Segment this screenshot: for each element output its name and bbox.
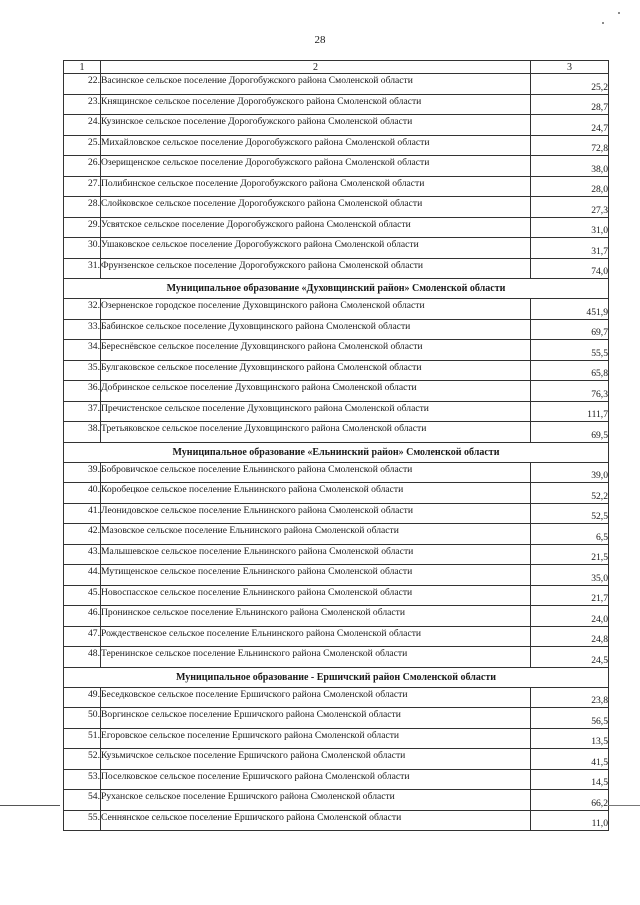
settlement-name: Озерненское городское поселение Духовщинского района Смоленской области [101, 299, 531, 320]
table-row [64, 749, 609, 770]
column-header-number: 1 [64, 61, 101, 74]
row-value: 24,7 [531, 115, 609, 136]
row-value: 52,5 [531, 503, 609, 524]
row-value: 66,2 [531, 790, 609, 811]
section-header-row [64, 442, 609, 462]
settlement-name: Фрунзенское сельское поселение Дорогобужского района Смоленской области [101, 258, 531, 279]
row-value: 21,5 [531, 544, 609, 565]
table-row [64, 319, 609, 340]
row-value: 39,0 [531, 462, 609, 483]
settlement-name: Малышевское сельское поселение Ельнинского района Смоленской области [101, 544, 531, 565]
row-number: 45. [64, 585, 101, 606]
row-value: 13,5 [531, 728, 609, 749]
settlement-name: Третьяковское сельское поселение Духовщинского района Смоленской области [101, 422, 531, 443]
row-number: 47. [64, 626, 101, 647]
settlement-name: Пронинское сельское поселение Ельнинского района Смоленской области [101, 606, 531, 627]
settlement-name: Михайловское сельское поселение Дорогобужского района Смоленской области [101, 135, 531, 156]
settlement-name: Слойковское сельское поселение Дорогобужского района Смоленской области [101, 197, 531, 218]
table-row [64, 769, 609, 790]
column-header-value: 3 [531, 61, 609, 74]
settlement-name: Мазовское сельское поселение Ельнинского района Смоленской области [101, 524, 531, 545]
row-number: 25. [64, 135, 101, 156]
row-number: 26. [64, 156, 101, 177]
table-row [64, 544, 609, 565]
table-row [64, 94, 609, 115]
table-row [64, 708, 609, 729]
table-row [64, 790, 609, 811]
column-header-name: 2 [101, 61, 531, 74]
row-value: 74,0 [531, 258, 609, 279]
table-row [64, 340, 609, 361]
settlement-name: Береснёвское сельское поселение Духовщинского района Смоленской области [101, 340, 531, 361]
row-value: 65,8 [531, 360, 609, 381]
table-row [64, 258, 609, 279]
row-number: 22. [64, 74, 101, 95]
table-row [64, 381, 609, 402]
table-row [64, 626, 609, 647]
row-number: 52. [64, 749, 101, 770]
row-number: 39. [64, 462, 101, 483]
settlement-name: Беседковское сельское поселение Ершичского района Смоленской области [101, 687, 531, 708]
settlement-name: Ушаковское сельское поселение Дорогобужского района Смоленской области [101, 238, 531, 259]
settlement-name: Поселковское сельское поселение Ершичского района Смоленской области [101, 769, 531, 790]
row-number: 49. [64, 687, 101, 708]
settlement-name: Княщинское сельское поселение Дорогобужского района Смоленской области [101, 94, 531, 115]
section-header-row [64, 667, 609, 687]
row-value: 25,2 [531, 74, 609, 95]
settlement-name: Мутищенское сельское поселение Ельнинского района Смоленской области [101, 565, 531, 586]
row-value: 52,2 [531, 483, 609, 504]
row-number: 43. [64, 544, 101, 565]
row-value: 27,3 [531, 197, 609, 218]
settlement-name: Кузьмичское сельское поселение Ершичского района Смоленской области [101, 749, 531, 770]
table-row [64, 360, 609, 381]
table-row [64, 503, 609, 524]
table-row [64, 585, 609, 606]
settlement-name: Полибинское сельское поселение Дорогобужского района Смоленской области [101, 176, 531, 197]
table-row [64, 115, 609, 136]
section-title: Муниципальное образование «Духовщинский район» Смоленской области [64, 279, 609, 299]
table-row [64, 483, 609, 504]
settlement-name: Пречистенское сельское поселение Духовщинского района Смоленской области [101, 401, 531, 422]
row-number: 24. [64, 115, 101, 136]
row-number: 54. [64, 790, 101, 811]
row-value: 24,8 [531, 626, 609, 647]
table-row [64, 74, 609, 95]
row-number: 53. [64, 769, 101, 790]
table-row [64, 647, 609, 668]
table-row [64, 565, 609, 586]
table-row [64, 217, 609, 238]
table-row [64, 299, 609, 320]
table-body [64, 61, 609, 831]
row-value: 11,0 [531, 810, 609, 831]
row-number: 41. [64, 503, 101, 524]
table-row [64, 401, 609, 422]
row-number: 32. [64, 299, 101, 320]
row-value: 69,5 [531, 422, 609, 443]
settlement-name: Бобровичское сельское поселение Ельнинского района Смоленской области [101, 462, 531, 483]
row-value: 41,5 [531, 749, 609, 770]
row-value: 23,8 [531, 687, 609, 708]
settlement-name: Рождественское сельское поселение Ельнинского района Смоленской области [101, 626, 531, 647]
row-number: 37. [64, 401, 101, 422]
settlement-name: Добринское сельское поселение Духовщинского района Смоленской области [101, 381, 531, 402]
row-value: 21,7 [531, 585, 609, 606]
settlement-name: Новоспасское сельское поселение Ельнинского района Смоленской области [101, 585, 531, 606]
row-number: 46. [64, 606, 101, 627]
row-value: 31,0 [531, 217, 609, 238]
row-value: 14,5 [531, 769, 609, 790]
allocation-table [63, 60, 609, 831]
row-number: 34. [64, 340, 101, 361]
table-row [64, 728, 609, 749]
row-number: 36. [64, 381, 101, 402]
row-value: 6,5 [531, 524, 609, 545]
table-row [64, 422, 609, 443]
row-value: 31,7 [531, 238, 609, 259]
scan-edge-line [608, 805, 640, 806]
settlement-name: Коробецкое сельское поселение Ельнинского района Смоленской области [101, 483, 531, 504]
table-row [64, 687, 609, 708]
settlement-name: Сеннянское сельское поселение Ершичского района Смоленской области [101, 810, 531, 831]
row-value: 24,5 [531, 647, 609, 668]
settlement-name: Озерищенское сельское поселение Дорогобужского района Смоленской области [101, 156, 531, 177]
row-number: 38. [64, 422, 101, 443]
row-number: 33. [64, 319, 101, 340]
scan-speck [618, 12, 620, 14]
row-number: 40. [64, 483, 101, 504]
settlement-name: Булгаковское сельское поселение Духовщинского района Смоленской области [101, 360, 531, 381]
table-row [64, 462, 609, 483]
row-value: 24,0 [531, 606, 609, 627]
row-value: 56,5 [531, 708, 609, 729]
row-value: 28,0 [531, 176, 609, 197]
row-number: 51. [64, 728, 101, 749]
table-header-row [64, 61, 609, 74]
row-number: 27. [64, 176, 101, 197]
section-header-row [64, 279, 609, 299]
row-value: 35,0 [531, 565, 609, 586]
row-number: 29. [64, 217, 101, 238]
row-value: 55,5 [531, 340, 609, 361]
row-value: 69,7 [531, 319, 609, 340]
settlement-name: Руханское сельское поселение Ершичского района Смоленской области [101, 790, 531, 811]
scan-edge-line [0, 805, 60, 806]
table-row [64, 176, 609, 197]
row-value: 111,7 [531, 401, 609, 422]
row-number: 44. [64, 565, 101, 586]
table-row [64, 606, 609, 627]
settlement-name: Леонидовское сельское поселение Ельнинского района Смоленской области [101, 503, 531, 524]
row-value: 76,3 [531, 381, 609, 402]
row-value: 451,9 [531, 299, 609, 320]
settlement-name: Егоровское сельское поселение Ершичского района Смоленской области [101, 728, 531, 749]
section-title: Муниципальное образование «Ельнинский район» Смоленской области [64, 442, 609, 462]
row-value: 28,7 [531, 94, 609, 115]
scan-speck [602, 22, 604, 24]
row-number: 48. [64, 647, 101, 668]
row-number: 31. [64, 258, 101, 279]
row-value: 72,8 [531, 135, 609, 156]
table-row [64, 524, 609, 545]
table-row [64, 197, 609, 218]
row-number: 42. [64, 524, 101, 545]
settlement-name: Усвятское сельское поселение Дорогобужского района Смоленской области [101, 217, 531, 238]
page-number: 28 [314, 34, 326, 46]
row-number: 35. [64, 360, 101, 381]
table-row [64, 156, 609, 177]
row-number: 30. [64, 238, 101, 259]
settlement-name: Теренинское сельское поселение Ельнинского района Смоленской области [101, 647, 531, 668]
row-number: 23. [64, 94, 101, 115]
table-row [64, 238, 609, 259]
settlement-name: Васинское сельское поселение Дорогобужского района Смоленской области [101, 74, 531, 95]
table-row [64, 135, 609, 156]
section-title: Муниципальное образование - Ершичский район Смоленской области [64, 667, 609, 687]
row-number: 28. [64, 197, 101, 218]
settlement-name: Бабинское сельское поселение Духовщинского района Смоленской области [101, 319, 531, 340]
settlement-name: Кузинское сельское поселение Дорогобужского района Смоленской области [101, 115, 531, 136]
settlement-name: Воргинское сельское поселение Ершичского района Смоленской области [101, 708, 531, 729]
table-row [64, 810, 609, 831]
row-number: 55. [64, 810, 101, 831]
row-value: 38,0 [531, 156, 609, 177]
row-number: 50. [64, 708, 101, 729]
